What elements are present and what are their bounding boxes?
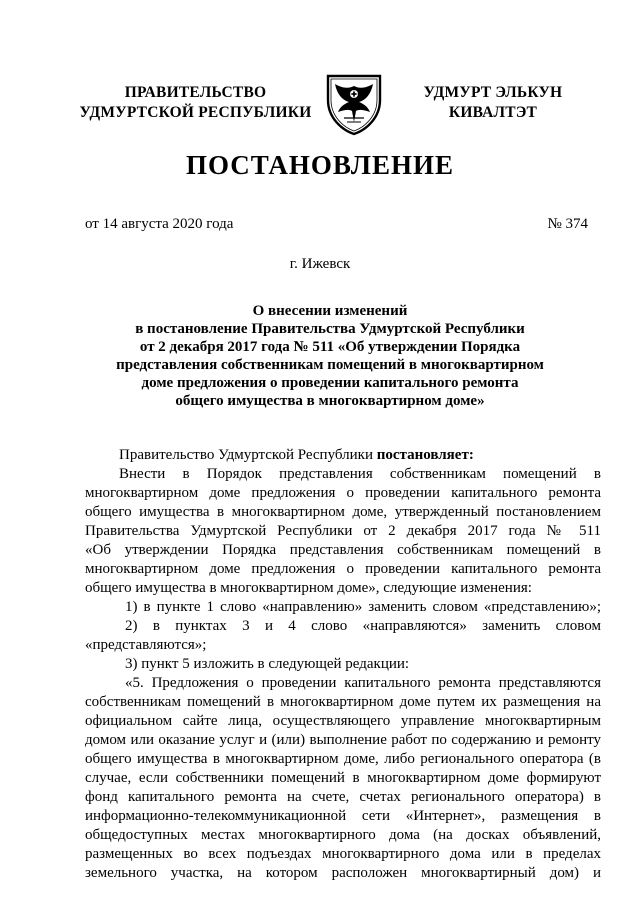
clause-5-line: фонд капитального ремонта на счете, счетах регионального оператора) в: [85, 789, 601, 805]
amendment-item-3: 3) пункт 5 изложить в следующей редакции:: [125, 656, 410, 672]
paragraph-line: многоквартирном доме предложения о проведении капитального ремонта: [85, 561, 601, 577]
amendment-item-1: 1) в пункте 1 слово «направлению» заменить словом «представлению»;: [125, 599, 601, 615]
issuer-name-udmurt: [408, 83, 578, 123]
issuer-udmurt-line-2: КИВАЛТЭТ: [448, 104, 538, 121]
paragraph-line: общего имущества в многоквартирном доме», следующие изменения:: [85, 580, 532, 596]
clause-5-line: земельного участка, на котором расположен многоквартирный дом) и: [85, 865, 601, 881]
subject-line: в постановление Правительства Удмуртской Республики: [135, 321, 525, 337]
issuer-line-2: УДМУРТСКОЙ РЕСПУБЛИКИ: [79, 104, 312, 121]
amendment-item-2: 2) в пунктах 3 и 4 слово «направляются» заменить словом: [125, 618, 601, 634]
paragraph-line: общего имущества в многоквартирном доме, утвержденный постановлением: [85, 504, 601, 520]
subject-line: общего имущества в многоквартирном доме»: [175, 393, 485, 409]
document-subject: [110, 302, 550, 410]
subject-line: О внесении изменений: [252, 303, 408, 319]
intro-line: [85, 446, 601, 465]
document-date: от 14 августа 2020 года: [85, 216, 234, 232]
clause-5-line: «5. Предложения о проведении капитального ремонта представляются: [125, 675, 601, 691]
paragraph-line: Правительства Удмуртской Республики от 2 декабря 2017 года № 511: [85, 523, 601, 539]
paragraph-line: Внести в Порядок представления собственникам помещений в: [119, 466, 601, 482]
subject-line: представления собственникам помещений в многоквартирном: [116, 357, 544, 373]
document-city: г. Ижевск: [289, 256, 351, 272]
clause-5-line: собственникам помещений в многоквартирном доме путем их размещения на: [85, 694, 601, 710]
intro-text: Правительство Удмуртской Республики: [119, 447, 377, 463]
issuer-name-russian: [78, 83, 313, 123]
paragraph-line: «Об утверждении Порядка представления собственникам помещений в: [85, 542, 601, 558]
clause-5-line: общедоступных местах многоквартирного дома (на досках объявлений,: [85, 827, 601, 843]
clause-5-line: размещенных во всех подъездах многоквартирного дома или в пределах: [85, 846, 601, 862]
clause-5-line: информационно-телекоммуникационной сети «Интернет», размещения в: [85, 808, 601, 824]
subject-line: доме предложения о проведении капитального ремонта: [141, 375, 519, 391]
issuer-line-1: ПРАВИТЕЛЬСТВО: [124, 84, 267, 101]
udmurt-coat-of-arms-icon: [322, 70, 386, 136]
document-number: № 374: [547, 216, 588, 232]
clause-5-line: случае, если собственники помещений в многоквартирном доме формируют: [85, 770, 601, 786]
intro-verb: постановляет:: [376, 447, 474, 463]
subject-line: от 2 декабря 2017 года № 511 «Об утверждении Порядка: [139, 339, 521, 355]
document-title: ПОСТАНОВЛЕНИЕ: [185, 150, 455, 180]
amendment-item-2-cont: «представляются»;: [85, 637, 207, 653]
paragraph-line: многоквартирном доме предложения о проведении капитального ремонта: [85, 485, 601, 501]
clause-5-line: общего имущества в многоквартирном доме, либо регионального оператора (в: [85, 751, 601, 767]
clause-5-line: официальном сайте лица, осуществляющего управление многоквартирным: [85, 713, 601, 729]
clause-5-line: домом или оказание услуг и (или) выполнение работ по содержанию и ремонту: [85, 732, 601, 748]
issuer-udmurt-line-1: УДМУРТ ЭЛЬКУН: [423, 84, 563, 101]
document-body: [85, 446, 601, 883]
